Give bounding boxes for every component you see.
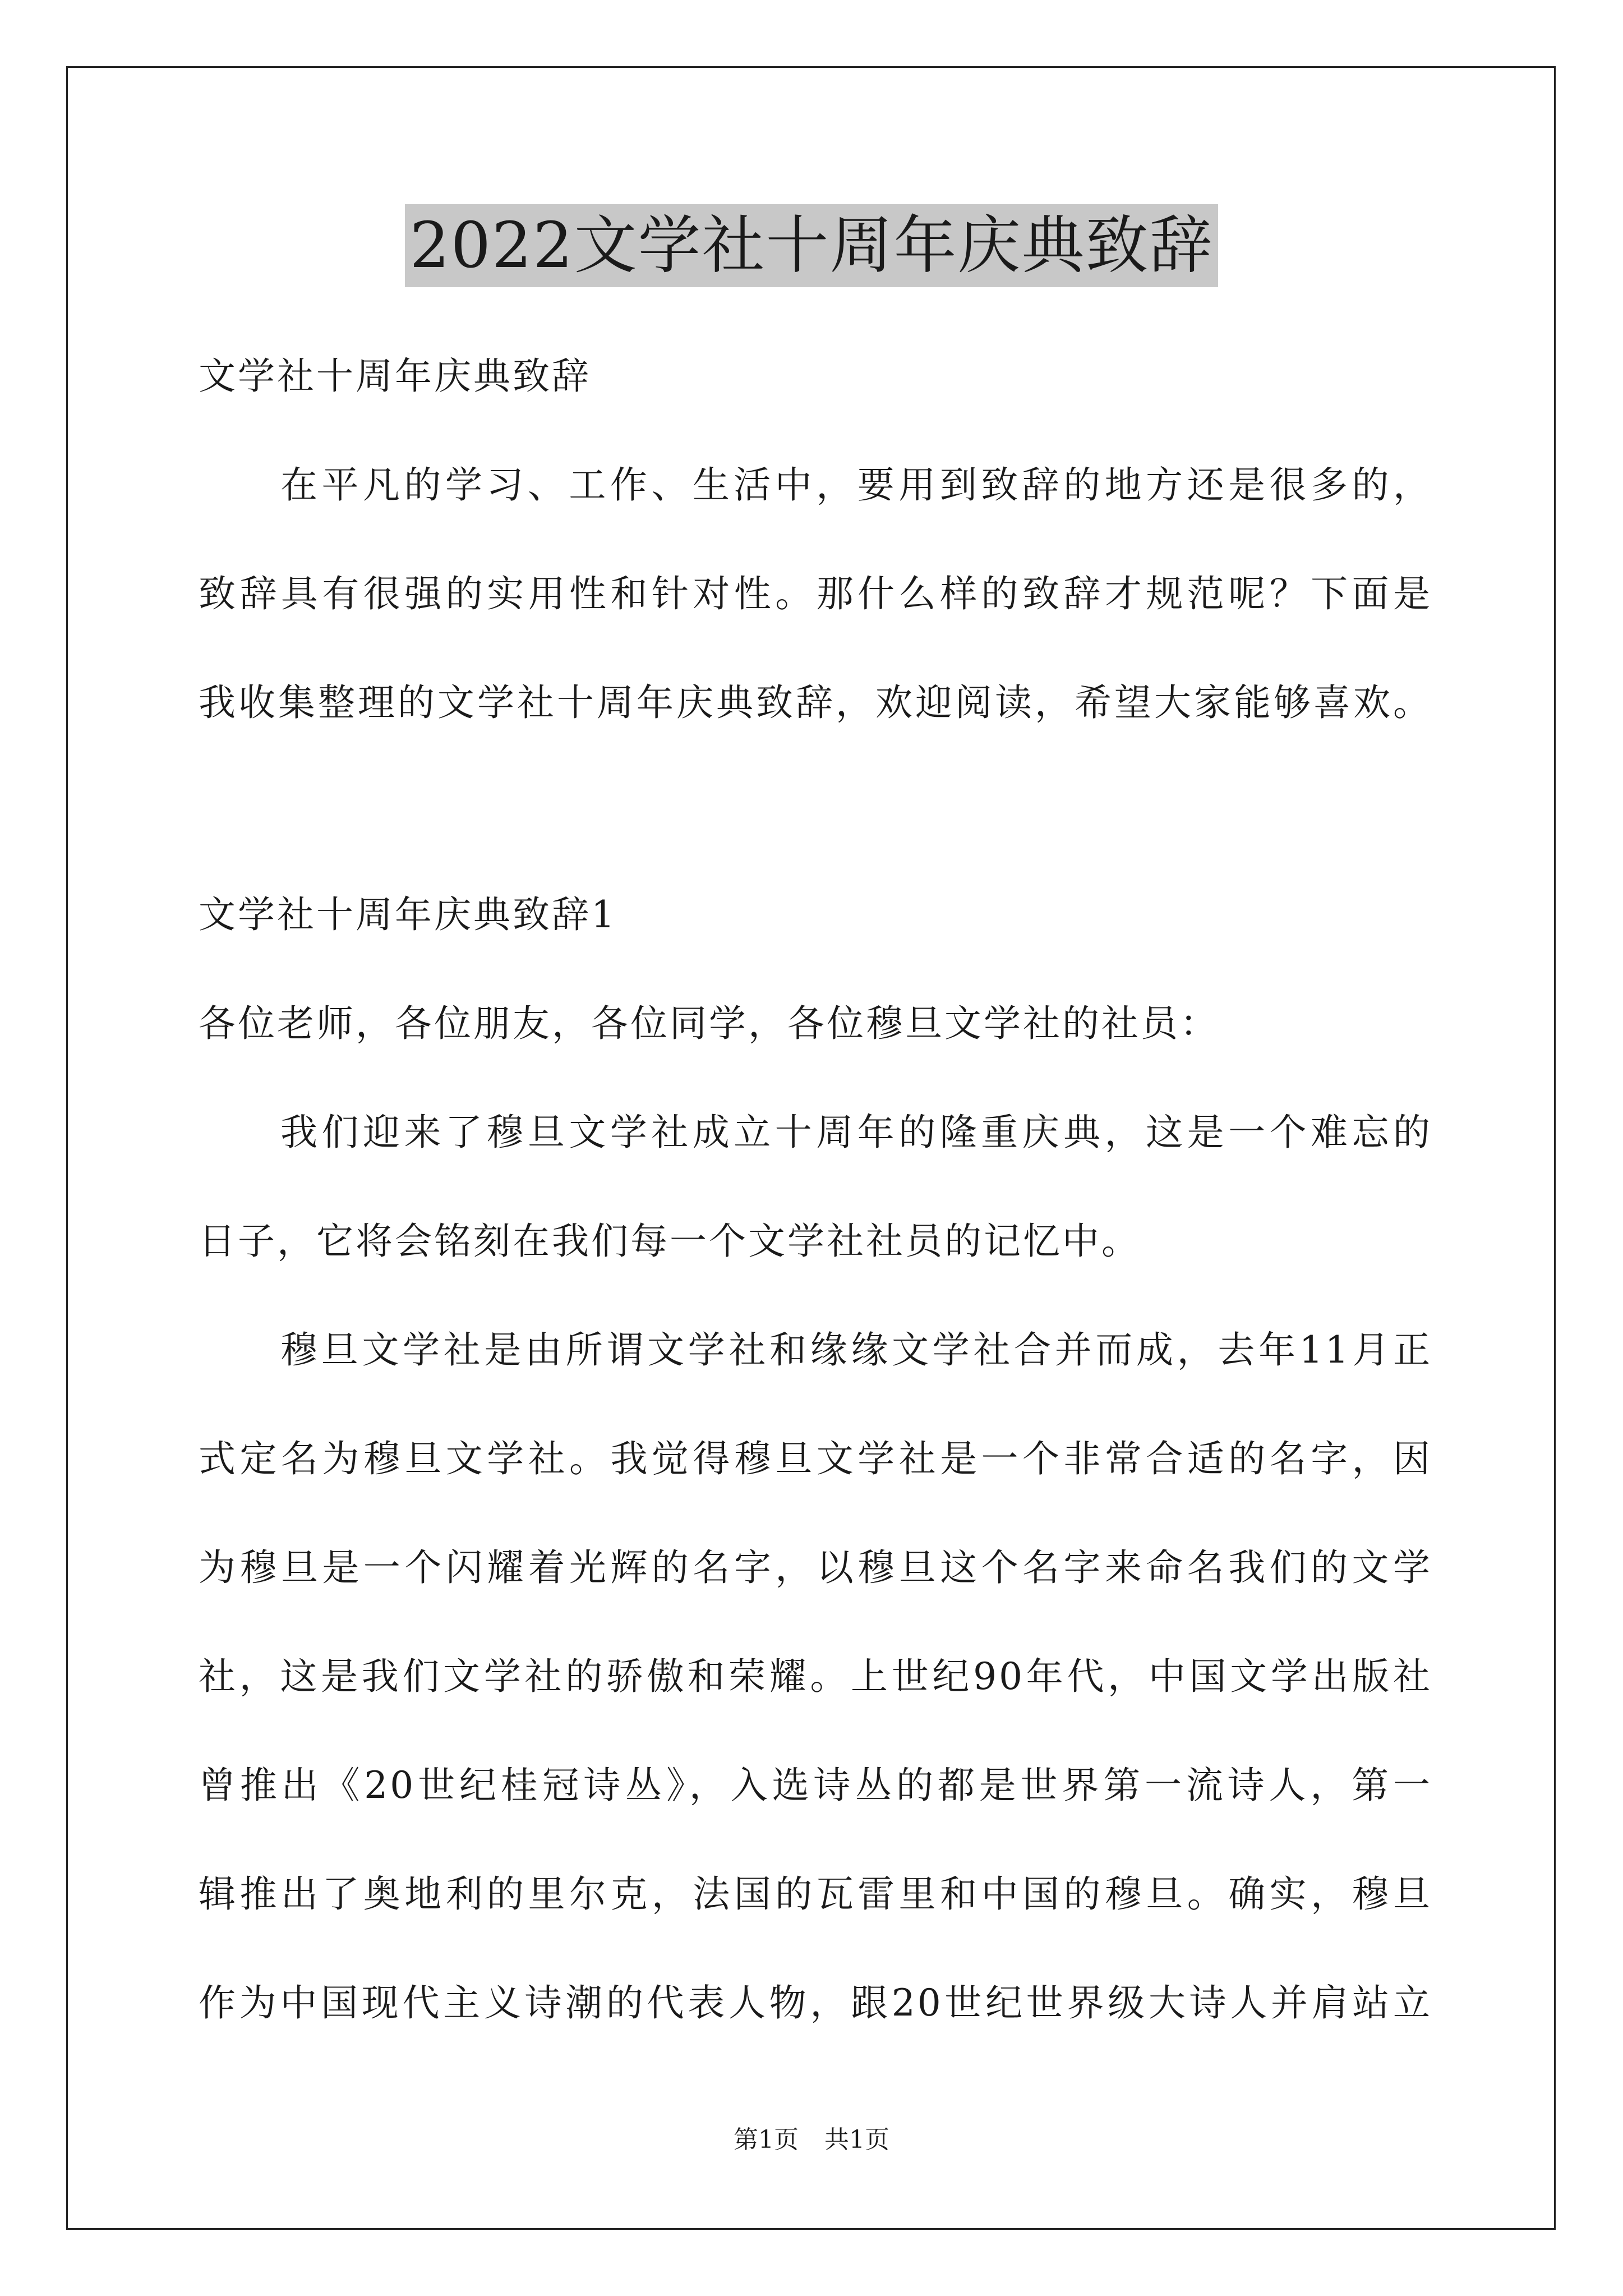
section-heading: 文学社十周年庆典致辞1	[199, 893, 617, 936]
text-line: 曾推出《20世纪桂冠诗丛》，入选诗丛的都是世界第一流诗人，第一	[199, 1764, 1432, 1807]
subtitle-line: 文学社十周年庆典致辞	[199, 355, 591, 398]
text-line: 我们迎来了穆旦文学社成立十周年的隆重庆典，这是一个难忘的	[280, 1111, 1432, 1154]
text-line: 在平凡的学习、工作、生活中，要用到致辞的地方还是很多的，	[280, 463, 1432, 507]
text-line: 日子，它将会铭刻在我们每一个文学社社员的记忆中。	[199, 1220, 1141, 1263]
title-container	[0, 204, 1623, 287]
text-line: 为穆旦是一个闪耀着光辉的名字，以穆旦这个名字来命名我们的文学	[199, 1546, 1432, 1589]
text-line: 式定名为穆旦文学社。我觉得穆旦文学社是一个非常合适的名字，因	[199, 1437, 1432, 1480]
text-line: 穆旦文学社是由所谓文学社和缘缘文学社合并而成，去年11月正	[280, 1328, 1432, 1372]
text-line: 致辞具有很强的实用性和针对性。那什么样的致辞才规范呢？下面是	[199, 572, 1432, 615]
page-footer	[0, 2123, 1623, 2157]
page-total: 共1页	[824, 2125, 889, 2154]
text-line: 辑推出了奥地利的里尔克，法国的瓦雷里和中国的穆旦。确实，穆旦	[199, 1872, 1432, 1916]
text-line: 社，这是我们文学社的骄傲和荣耀。上世纪90年代，中国文学出版社	[199, 1655, 1432, 1698]
text-line: 作为中国现代主义诗潮的代表人物，跟20世纪世界级大诗人并肩站立	[199, 1981, 1432, 2024]
text-line: 我收集整理的文学社十周年庆典致辞，欢迎阅读，希望大家能够喜欢。	[199, 681, 1432, 724]
document-title: 2022文学社十周年庆典致辞	[405, 204, 1218, 287]
text-line: 各位老师，各位朋友，各位同学，各位穆旦文学社的社员：	[199, 1002, 1219, 1045]
page-number: 第1页	[734, 2125, 799, 2154]
